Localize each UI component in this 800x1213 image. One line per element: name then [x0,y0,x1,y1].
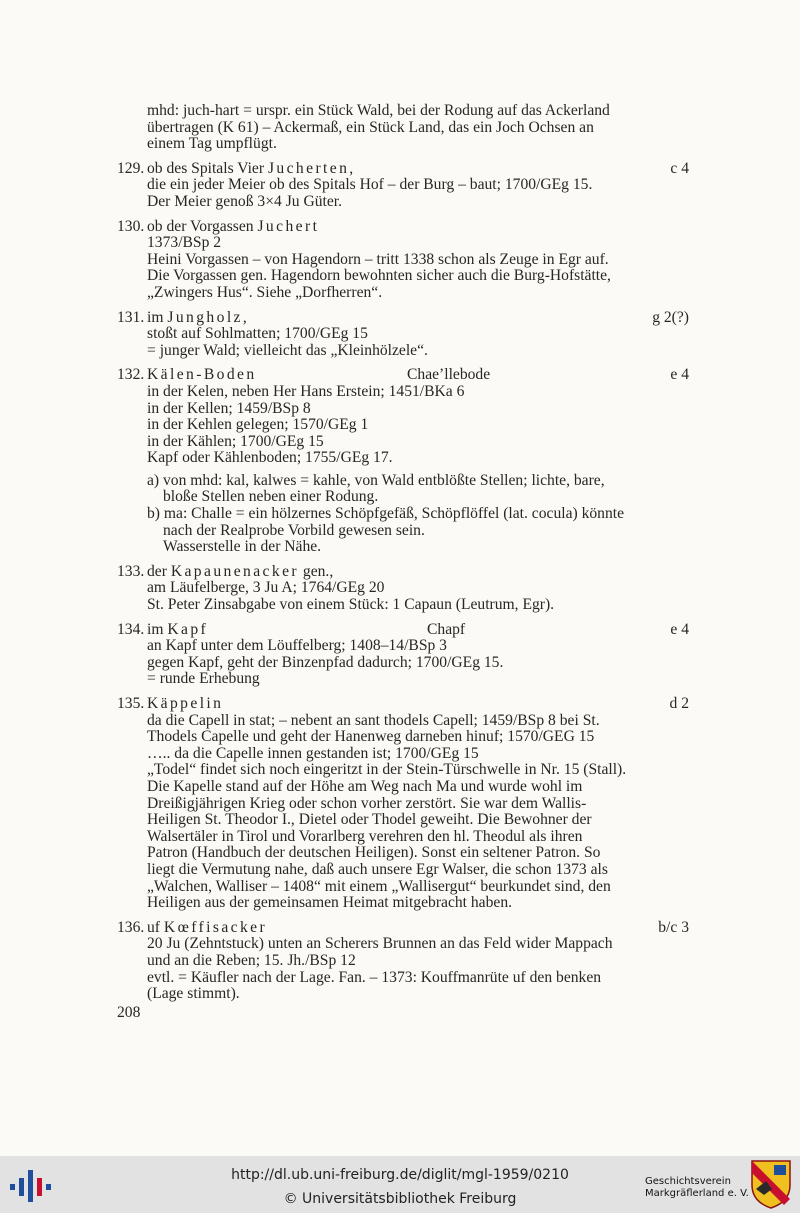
entry-line: in der Kellen; 1459/BSp 8 [147,399,311,417]
note-line: Wasserstelle in der Nähe. [163,538,322,556]
entry-grid-ref: g 2(?) [652,308,689,326]
entry-body [117,638,689,688]
entry-prefix: uf [147,918,160,936]
entry-number: 129. [117,159,145,177]
entry-line: und an die Reben; 15. Jh./BSp 12 [147,951,356,969]
entry-title [117,920,267,937]
entry-heading [117,696,689,713]
entry-field-name: Juchert [257,217,320,235]
entry-heading [117,920,689,937]
note-line: b) ma: Challe = ein hölzernes Schöpfgefäß, Schöpflöffel (lat. cocula) könnte [147,505,625,523]
entry-suffix: gen., [302,562,334,580]
entries-list [117,161,689,1003]
entry-title [117,696,223,713]
entry-body [117,713,689,912]
entry-line: Dreißigjährigen Krieg oder schon vorher zerstört. Sie war dem Wallis- [147,794,587,812]
entry-line: an Kapf unter dem Löuffelberg; 1408–14/BSp 3 [147,637,447,655]
entry-line: in der Kählen; 1700/GEg 15 [147,432,324,450]
entry-field-name: Kapaunenacker [170,562,299,580]
entry-field-name: Jungholz, [167,308,250,326]
entry-line: Thodels Capelle und geht der Hanenweg darneben hinuf; 1570/GEG 15 [147,728,595,746]
entry-number: 134. [117,620,145,638]
entry-line: = runde Erhebung [147,670,260,688]
entry-line: (Lage stimmt). [147,985,240,1003]
entry-field-name: Kapf [167,620,209,638]
entry-body [117,326,689,359]
entry-dialect-form: Chae’llebode [407,366,491,384]
entry-number: 133. [117,562,145,580]
entry-line: stoßt auf Sohlmatten; 1700/GEg 15 [147,325,368,343]
note-line: bloße Stellen neben einer Rodung. [163,488,379,506]
entry-grid-ref: e 4 [670,366,689,384]
coat-of-arms-icon [750,1159,792,1209]
entry-heading [117,564,689,581]
entry [117,367,689,556]
note-line: nach der Realprobe Vorbild gewesen sein. [163,521,425,539]
entry-prefix: ob des Spitals Vier [147,159,265,177]
intro-line: einem Tag umpflügt. [147,135,277,153]
entry-line: Heiligen St. Theodor I., Dietel oder Thodel geweiht. Die Bewohner der [147,811,592,829]
entry-heading [117,310,689,327]
entry-body [117,936,689,1002]
entry-grid-ref: d 2 [669,695,689,712]
entry-grid-ref: c 4 [670,159,689,177]
entry-title [117,310,249,327]
entry-number: 136. [117,918,145,936]
entry-line: Walsertäler in Tirol und Vorarlberg verehren den hl. Theodul als ihren [147,827,583,845]
entry-line: Heini Vorgassen – von Hagendorn – tritt 1338 schon als Zeuge in Egr auf. [147,250,609,268]
entry [117,161,689,211]
entry-line: am Läufelberge, 3 Ju A; 1764/GEg 20 [147,579,385,597]
entry-line: in der Kelen, neben Her Hans Erstein; 1451/BKa 6 [147,382,465,400]
entry-grid-ref: b/c 3 [658,918,689,936]
entry-heading [117,367,689,384]
entry-line: Patron (Handbuch der deutschen Heiligen). Sonst ein seltener Patron. So [147,844,601,862]
entry-line: in der Kehlen gelegen; 1570/GEg 1 [147,416,369,434]
entry-line: da die Capell in stat; – nebent an sant thodels Capell; 1459/BSp 8 bei St. [147,711,600,729]
society-line: Markgräflerland e. V. [645,1188,749,1199]
source-url-link[interactable]: http://dl.ub.uni-freiburg.de/diglit/mgl-1959/0210 [231,1167,569,1183]
copyright-text: © Universitätsbibliothek Freiburg [283,1191,517,1207]
entry [117,622,689,688]
entry-body [117,235,689,301]
entry-prefix: im [147,620,164,638]
entry-title [117,564,333,581]
footer-bar [0,1156,800,1213]
entry-field-name: Jucherten, [267,159,356,177]
entry [117,696,689,912]
page-body [117,103,689,1003]
entry-heading [117,219,689,236]
entry-line: „Todel“ findet sich noch eingeritzt in der Stein-Türschwelle in Nr. 15 (Stall). [147,761,627,779]
entry-line: 20 Ju (Zehntstuck) unten an Scherers Brunnen an das Feld wider Mappach [147,935,613,953]
entry-line: die ein jeder Meier ob des Spitals Hof – der Burg – baut; 1700/GEg 15. [147,176,593,194]
society-line: Geschichtsverein [645,1176,731,1187]
entry-title [117,367,257,384]
entry-line: Kapf oder Kählenboden; 1755/GEg 17. [147,449,393,467]
intro-paragraph [117,103,689,153]
note-line: a) von mhd: kal, kalwes = kahle, von Wald entblößte Stellen; lichte, bare, [147,471,605,489]
entry-number: 132. [117,366,145,384]
entry [117,564,689,614]
entry-title [117,622,208,639]
entry-line: evtl. = Käufler nach der Lage. Fan. – 1373: Kouffmanrüte uf den benken [147,968,602,986]
entry-prefix: der [147,562,167,580]
entry-field-name: Kœffisacker [163,918,268,936]
entry-notes [117,473,689,556]
entry-dialect-form: Chapf [427,620,466,638]
entry-number: 130. [117,217,145,235]
entry-line: Heiligen aus der gemeinsamen Heimat mitgebracht haben. [147,894,513,912]
entry-number: 131. [117,308,145,326]
entry [117,920,689,1003]
society-name [645,1176,749,1200]
entry [117,310,689,360]
entry [117,219,689,302]
entry-line: „Zwingers Hus“. Siehe „Dorfherren“. [147,283,383,301]
intro-line: übertragen (K 61) – Ackermaß, ein Stück Land, das ein Joch Ochsen an [147,118,594,136]
entry-line: ….. da die Capelle innen gestanden ist; 1700/GEg 15 [147,744,479,762]
entry-line: Der Meier genoß 3×4 Ju Güter. [147,192,343,210]
entry-prefix: ob der Vorgassen [147,217,254,235]
intro-line: mhd: juch-hart = urspr. ein Stück Wald, bei der Rodung auf das Ackerland [147,102,610,119]
entry-line: 1373/BSp 2 [147,234,222,252]
entry-field-name: Käppelin [147,695,224,712]
entry-body [117,384,689,467]
entry-prefix: im [147,308,164,326]
entry-body [117,177,689,210]
entry-body [117,580,689,613]
entry-grid-ref: e 4 [670,620,689,638]
entry-heading [117,161,689,178]
entry-field-name: Kälen-Boden [147,366,257,384]
entry-line: gegen Kapf, geht der Binzenpfad dadurch; 1700/GEg 15. [147,653,504,671]
entry-line: „Walchen, Walliser – 1408“ mit einem „Wallisergut“ beurkundet sind, den [147,877,611,895]
entry-title [117,219,319,236]
entry-line: St. Peter Zinsabgabe von einem Stück: 1 Capaun (Leutrum, Egr). [147,596,555,614]
entry-heading [117,622,689,639]
page-number: 208 [117,1004,141,1021]
entry-number: 135. [117,695,145,712]
entry-line: Die Kapelle stand auf der Höhe am Weg nach Ma und wurde wohl im [147,777,583,795]
entry-line: = junger Wald; vielleicht das „Kleinhölzele“. [147,341,428,359]
entry-line: Die Vorgassen gen. Hagendorn bewohnten sicher auch die Burg-Hofstätte, [147,267,611,285]
entry-title [117,161,356,178]
entry-line: liegt die Vermutung nahe, daß auch unsere Egr Walser, die schon 1373 als [147,860,608,878]
